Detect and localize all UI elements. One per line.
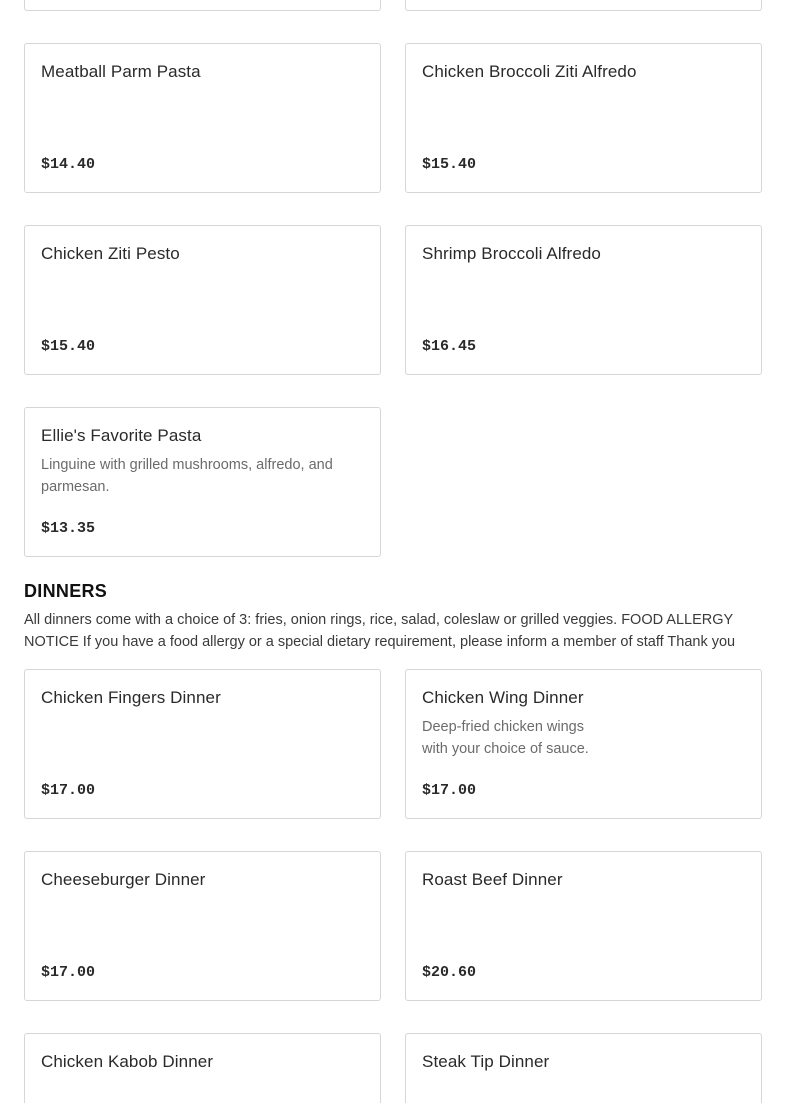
item-name: Cheeseburger Dinner — [41, 870, 206, 889]
item-price: $15.40 — [422, 156, 477, 173]
menu-item-card[interactable] — [24, 407, 381, 557]
menu-item-card[interactable] — [405, 225, 762, 375]
item-price: $16.45 — [422, 338, 477, 355]
item-name: Chicken Ziti Pesto — [41, 244, 180, 263]
item-name: Chicken Broccoli Ziti Alfredo — [422, 62, 637, 81]
item-name: Steak Tip Dinner — [422, 1052, 550, 1071]
item-price: $13.35 — [41, 520, 96, 537]
section-description: All dinners come with a choice of 3: fries, onion rings, rice, salad, coleslaw or grilled veggies. FOOD ALLERGY NOTICE If you have a food allergy or a special dietary requirement, please inform a member of staff Thank you — [24, 612, 736, 650]
item-price: $14.40 — [41, 156, 96, 173]
item-price: $17.00 — [422, 782, 477, 799]
menu-item-card[interactable] — [24, 1033, 381, 1103]
item-name: Roast Beef Dinner — [422, 870, 563, 889]
item-description: Deep-fried chicken wings with your choice of sauce. — [422, 719, 589, 757]
menu-item-card[interactable] — [405, 851, 762, 1001]
item-name: Meatball Parm Pasta — [41, 62, 201, 81]
item-name: Ellie's Favorite Pasta — [41, 426, 202, 445]
item-price: $17.00 — [41, 964, 96, 981]
item-name: Chicken Fingers Dinner — [41, 688, 221, 707]
menu-item-card-partial[interactable] — [24, 0, 381, 11]
menu-item-card[interactable] — [24, 669, 381, 819]
menu-item-card-partial[interactable] — [405, 0, 762, 11]
item-price: $15.40 — [41, 338, 96, 355]
menu-item-card[interactable] — [24, 43, 381, 193]
item-name: Chicken Wing Dinner — [422, 688, 584, 707]
section-title: DINNERS — [24, 581, 108, 601]
item-price: $17.00 — [41, 782, 96, 799]
menu-item-card[interactable] — [405, 43, 762, 193]
menu-item-card[interactable] — [24, 851, 381, 1001]
menu-item-card[interactable] — [405, 669, 762, 819]
menu-item-card[interactable] — [24, 225, 381, 375]
item-description: Linguine with grilled mushrooms, alfredo, and parmesan. — [41, 457, 333, 495]
menu-item-card[interactable] — [405, 1033, 762, 1103]
item-price: $20.60 — [422, 964, 477, 981]
item-name: Shrimp Broccoli Alfredo — [422, 244, 601, 263]
item-name: Chicken Kabob Dinner — [41, 1052, 214, 1071]
